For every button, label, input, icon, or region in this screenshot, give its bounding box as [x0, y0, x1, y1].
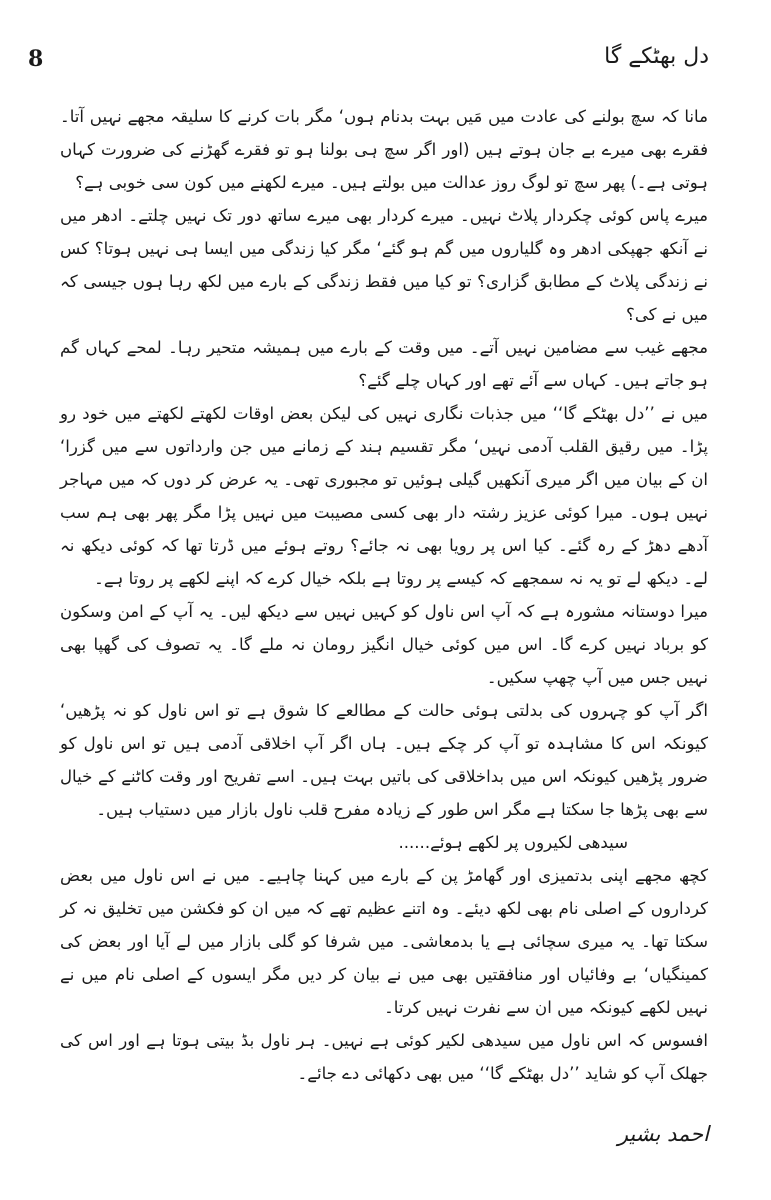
- paragraph: میں نے ’’دل بھٹکے گا‘‘ میں جذبات نگاری نہیں کی لیکن بعض اوقات لکھتے لکھتے میں خود رو پڑا۔ میں رقیق القلب آدمی نہیں‘ مگر تقسیم ہند کے زمانے میں جن وارداتوں سے میں گزرا‘ ان کے بیان میں اگر میری آنکھیں گیلی ہوئیں تو مجبوری تھی۔ یہ عرض کر دوں کہ میں مہاجر نہیں ہوں۔ میرا کوئی عزیز رشتہ دار بھی کسی مصیبت میں نہیں پڑا مگر پھر بھی ہم سب آدھے دھڑ کے رہ گئے۔ کیا اس پر رویا بھی نہ جائے؟ روتے ہوئے میں ڈرتا تھا کہ کوئی دیکھ نہ لے۔ دیکھ لے تو یہ نہ سمجھے کہ کیسے پر روتا ہے بلکہ خیال کرے کہ اپنے لکھے پر روتا ہے۔: [60, 404, 708, 588]
- page-body: [60, 100, 708, 1090]
- page-number: 8: [28, 46, 44, 72]
- paragraph: افسوس کہ اس ناول میں سیدھی لکیر کوئی ہے نہیں۔ ہر ناول بڈ بیتی ہوتا ہے اور اس کی جھلک آپ کو شاید ’’دل بھٹکے گا‘‘ میں بھی دکھائی دے جائے۔: [60, 1031, 708, 1083]
- paragraph: اگر آپ کو چہروں کی بدلتی ہوئی حالت کے مطالعے کا شوق ہے تو اس ناول کو نہ پڑھیں‘ کیونکہ اس کا مشاہدہ تو آپ کر چکے ہیں۔ ہاں اگر آپ اخلاقی آدمی ہیں تو اس ناول کو ضرور پڑھیں کیونکہ اس میں بداخلاقی کی باتیں بہت ہیں۔ اسے تفریح اور وقت کاٹنے کے خیال سے بھی پڑھا جا سکتا ہے مگر اس طور کے زیادہ مفرح قلب ناول بازار میں دستیاب ہیں۔: [60, 701, 708, 819]
- running-title: دل بھٹکے گا: [604, 44, 709, 69]
- paragraph: مجھے غیب سے مضامین نہیں آتے۔ میں وقت کے بارے میں ہمیشہ متحیر رہا۔ لمحے کہاں گم ہو جاتے ہیں۔ کہاں سے آئے تھے اور کہاں چلے گئے؟: [60, 338, 708, 390]
- paragraph: کچھ مجھے اپنی بدتمیزی اور گھامڑ پن کے بارے میں کہنا چاہیے۔ میں نے اس ناول میں بعض کرداروں کے اصلی نام بھی لکھ دیئے۔ وہ اتنے عظیم تھے کہ میں ان کو فکشن میں تخلیق نہ کر سکتا تھا۔ یہ میری سچائی ہے یا بدمعاشی۔ میں شرفا کو گلی بازار میں لے آیا اور بعض کی کمینگیاں‘ بے وفائیاں اور منافقتیں بھی میں نے بیان کر دیں مگر ایسوں کے اصلی نام میں نے نہیں لکھے کیونکہ میں ان سے نفرت نہیں کرتا۔: [60, 866, 708, 1017]
- subheading: سیدھی لکیروں پر لکھے ہوئے......: [398, 833, 628, 852]
- paragraph: میرے پاس کوئی چکردار پلاٹ نہیں۔ میرے کردار بھی میرے ساتھ دور تک نہیں چلتے۔ ادھر میں نے آنکھ جھپکی ادھر وہ گلیاروں میں گم ہو گئے‘ مگر کیا زندگی میں ایسا ہی نہیں ہوتا؟ کس نے زندگی پلاٹ کے مطابق گزاری؟ تو کیا میں فقط زندگی کے بارے میں لکھ رہا ہوں جیسی کہ میں نے کی؟: [60, 206, 708, 324]
- paragraph: میرا دوستانہ مشورہ ہے کہ آپ اس ناول کو کہیں نہیں سے دیکھ لیں۔ یہ آپ کے امن وسکون کو برباد نہیں کرے گا۔ اس میں کوئی خیال انگیز رومان نہ ملے گا۔ یہ تصوف کی گھپا بھی نہیں جس میں آپ چھپ سکیں۔: [60, 602, 708, 687]
- page-header: [28, 44, 709, 84]
- author-signature: احمد بشیر: [617, 1122, 709, 1146]
- paragraph: مانا کہ سچ بولنے کی عادت میں مَیں بہت بدنام ہوں‘ مگر بات کرنے کا سلیقہ مجھے نہیں آتا۔ فقرے بھی میرے بے جان ہوتے ہیں (اور اگر سچ ہی بولنا ہو تو فقرے گھڑنے کی ضرورت کہاں ہوتی ہے۔) پھر سچ تو لوگ روز عدالت میں بولتے ہیں۔ میرے لکھنے میں کون سی خوبی ہے؟: [60, 107, 708, 192]
